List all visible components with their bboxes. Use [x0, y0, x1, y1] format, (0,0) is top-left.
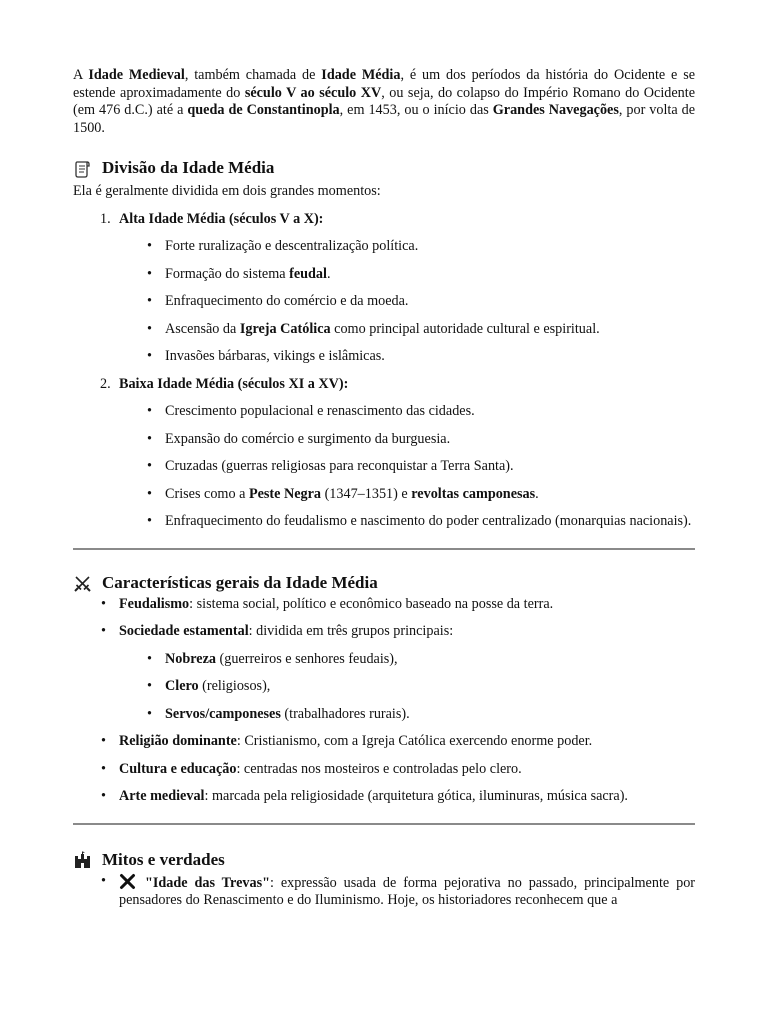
intro-text: , também chamada de: [184, 67, 322, 83]
period-bullets: [119, 403, 695, 531]
intro-paragraph: [73, 67, 695, 137]
list-item: • Ascensão da Igreja Católica como principal autoridade cultural e espiritual.: [119, 321, 695, 339]
intro-bold: Idade Média: [321, 67, 401, 83]
features-list: [73, 596, 695, 806]
intro-text: A: [73, 67, 89, 83]
section-heading-text: Divisão da Idade Média: [102, 158, 275, 177]
section-divider: [73, 823, 695, 825]
document-page: [73, 0, 695, 910]
list-item: • Sociedade estamental: dividida em três grupos principais: • Nobreza (guerreiros e senhores feudais), • Clero (religiosos), • Servos/camponeses (trabalhadores rurais).: [73, 623, 695, 723]
division-lead: Ela é geralmente dividida em dois grandes momentos:: [73, 183, 381, 199]
intro-text: , ou seja, do colapso do Império Romano do Ocidente (em 476 d.C.) até a: [73, 84, 695, 118]
period-list: [73, 211, 695, 531]
scroll-icon: [73, 160, 92, 179]
period-item: [73, 211, 695, 366]
period-number: 1.: [100, 210, 111, 227]
period-bullets: [119, 238, 695, 366]
section-heading-features: [73, 572, 695, 594]
list-item: • Nobreza (guerreiros e senhores feudais),: [119, 651, 695, 669]
list-item: • Forte ruralização e descentralização política.: [119, 238, 695, 256]
cross-mark-icon: [119, 873, 136, 890]
list-item: • Religião dominante: Cristianismo, com a Igreja Católica exercendo enorme poder.: [73, 733, 695, 751]
list-item: • Expansão do comércio e surgimento da burguesia.: [119, 431, 695, 449]
intro-text: , em 1453, ou o início das: [339, 102, 493, 118]
list-item: • Clero (religiosos),: [119, 678, 695, 696]
list-item: • Invasões bárbaras, vikings e islâmicas.: [119, 348, 695, 366]
section-heading-myths: [73, 849, 695, 871]
list-item: • Enfraquecimento do feudalismo e nascimento do poder centralizado (monarquias nacionais).: [119, 513, 695, 531]
period-title: Alta Idade Média (séculos V a X):: [119, 210, 324, 227]
period-item: [73, 376, 695, 531]
intro-text: , por volta de 1500.: [73, 102, 696, 136]
list-item: • "Idade das Trevas": expressão usada de forma pejorativa no passado, principalmente por pensadores do Renascimento e do Iluminismo. Hoje, os historiadores reconhecem que a: [73, 873, 695, 910]
intro-bold: queda de Constantinopla: [187, 102, 340, 118]
list-item: • Formação do sistema feudal.: [119, 266, 695, 284]
section-heading-division: [73, 157, 695, 179]
list-item: • Cultura e educação: centradas nos mosteiros e controladas pelo clero.: [73, 761, 695, 779]
section-divider: [73, 548, 695, 550]
period-title: Baixa Idade Média (séculos XI a XV):: [119, 375, 349, 392]
list-item: • Servos/camponeses (trabalhadores rurais).: [119, 706, 695, 724]
crossed-swords-icon: [73, 574, 92, 593]
intro-text: , é um dos períodos da história do Ocidente e se estende aproximadamente do: [73, 67, 696, 101]
section-heading-text: Mitos e verdades: [102, 849, 225, 869]
estates-list: [119, 651, 695, 724]
list-item: • Cruzadas (guerras religiosas para reconquistar a Terra Santa).: [119, 458, 695, 476]
myths-list: [73, 873, 695, 910]
list-item: • Crises como a Peste Negra (1347–1351) e revoltas camponesas.: [119, 486, 695, 504]
list-item: • Arte medieval: marcada pela religiosidade (arquitetura gótica, iluminuras, música sacra).: [73, 788, 695, 806]
period-number: 2.: [100, 375, 111, 392]
list-item: • Enfraquecimento do comércio e da moeda.: [119, 293, 695, 311]
castle-icon: [73, 851, 92, 870]
list-item: • Crescimento populacional e renascimento das cidades.: [119, 403, 695, 421]
intro-bold: século V ao século XV: [244, 84, 382, 101]
intro-bold: Idade Medieval: [88, 67, 185, 83]
intro-bold: Grandes Navegações: [492, 102, 619, 118]
section-heading-text: Características gerais da Idade Média: [102, 572, 378, 592]
list-item: • Feudalismo: sistema social, político e econômico baseado na posse da terra.: [73, 596, 695, 614]
